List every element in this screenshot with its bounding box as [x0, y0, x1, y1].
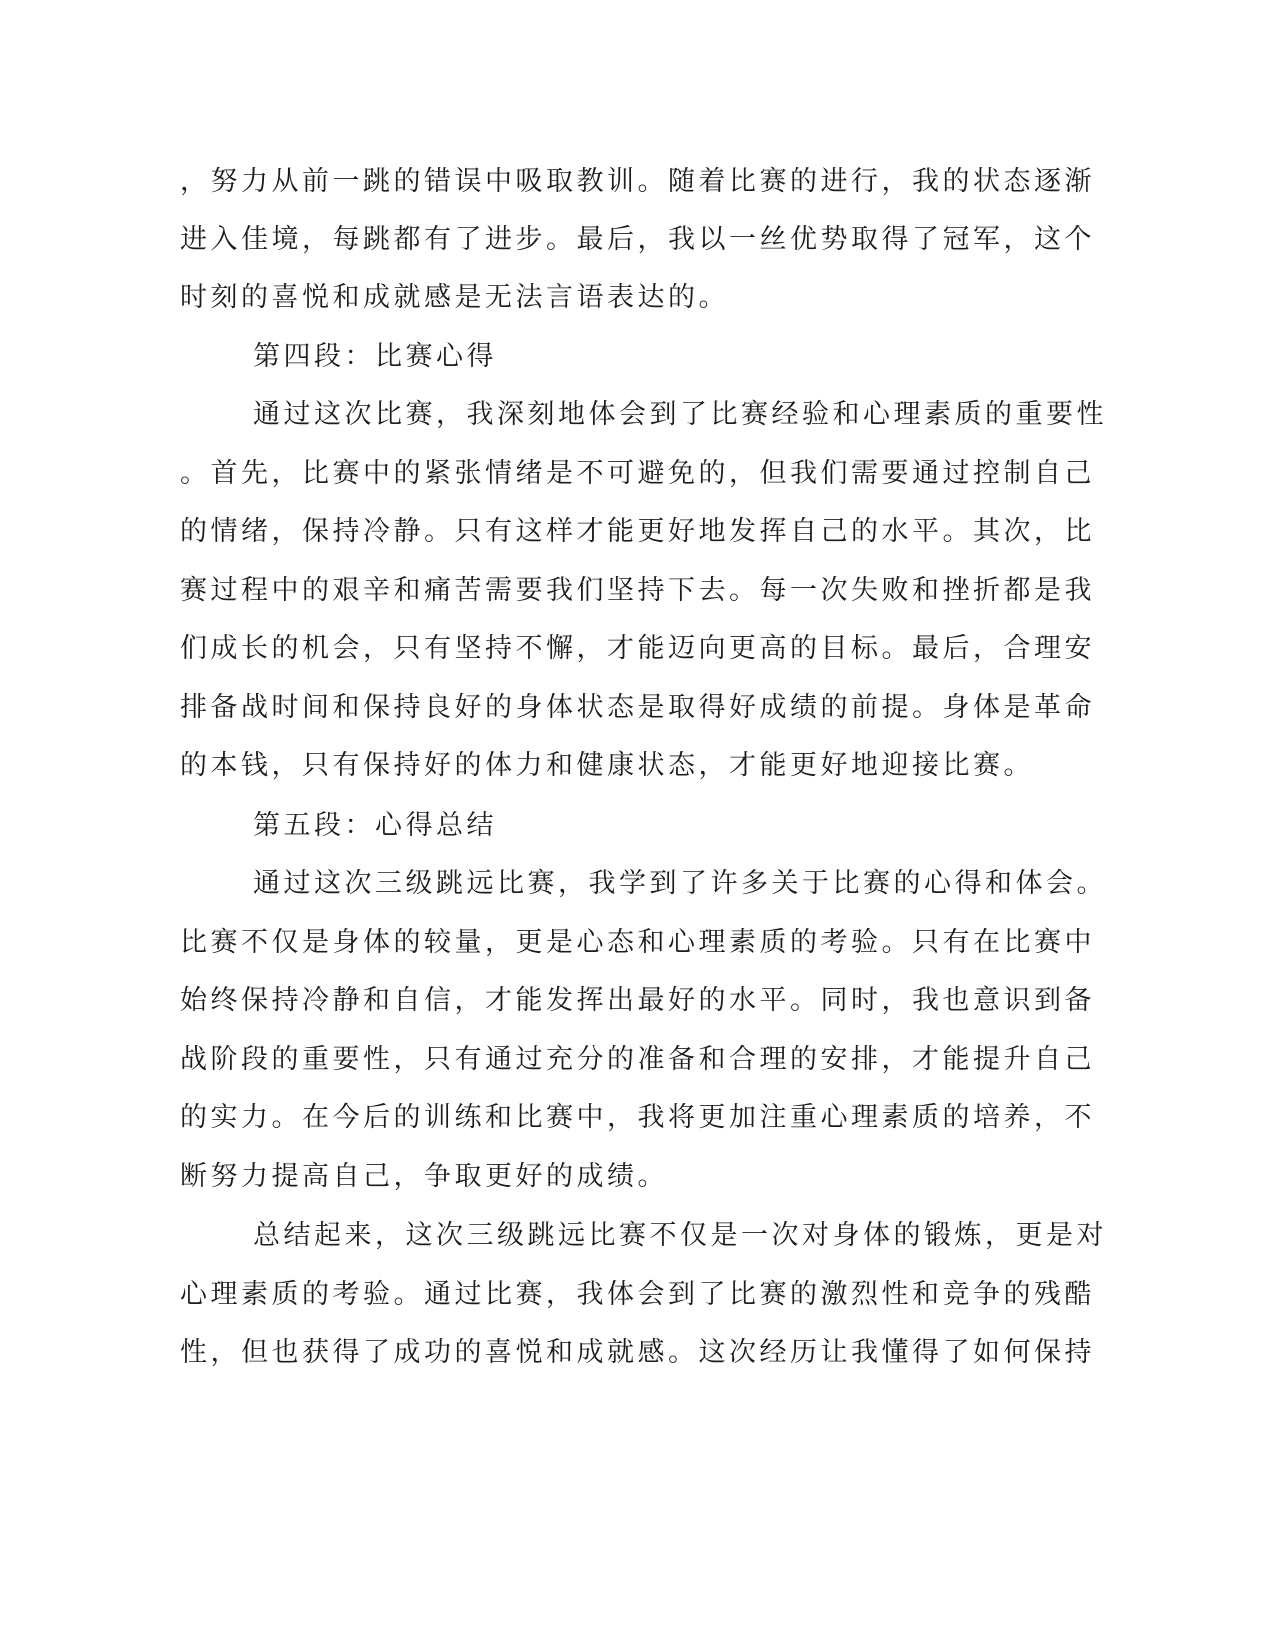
body-text-line: 。首先，比赛中的紧张情绪是不可避免的，但我们需要通过控制自己 — [180, 458, 1095, 489]
body-text-line: 战阶段的重要性，只有通过充分的准备和合理的安排，才能提升自己 — [180, 1044, 1095, 1075]
body-text-line: 断努力提高自己，争取更好的成绩。 — [180, 1161, 668, 1192]
body-text-line: 始终保持冷静和自信，才能发挥出最好的水平。同时，我也意识到备 — [180, 985, 1095, 1016]
body-text-line: 性，但也获得了成功的喜悦和成就感。这次经历让我懂得了如何保持 — [180, 1337, 1095, 1368]
body-text-line: 的本钱，只有保持好的体力和健康状态，才能更好地迎接比赛。 — [180, 750, 1034, 781]
body-text-line: 通过这次三级跳远比赛，我学到了许多关于比赛的心得和体会。 — [253, 868, 1107, 899]
body-text-line: 赛过程中的艰辛和痛苦需要我们坚持下去。每一次失败和挫折都是我 — [180, 575, 1095, 606]
body-text-line: 进入佳境，每跳都有了进步。最后，我以一丝优势取得了冠军，这个 — [180, 224, 1095, 255]
section-heading: 第五段：心得总结 — [253, 810, 497, 841]
body-text-line: 排备战时间和保持良好的身体状态是取得好成绩的前提。身体是革命 — [180, 692, 1095, 723]
body-text-line: 时刻的喜悦和成就感是无法言语表达的。 — [180, 282, 729, 313]
section-heading: 第四段：比赛心得 — [253, 341, 497, 372]
body-text-line: ，努力从前一跳的错误中吸取教训。随着比赛的进行，我的状态逐渐 — [180, 166, 1095, 197]
body-text-line: 总结起来，这次三级跳远比赛不仅是一次对身体的锻炼，更是对 — [253, 1220, 1107, 1251]
body-text-line: 比赛不仅是身体的较量，更是心态和心理素质的考验。只有在比赛中 — [180, 927, 1095, 958]
body-text-line: 通过这次比赛，我深刻地体会到了比赛经验和心理素质的重要性 — [253, 399, 1107, 430]
body-text-line: 的实力。在今后的训练和比赛中，我将更加注重心理素质的培养，不 — [180, 1102, 1095, 1133]
body-text-line: 心理素质的考验。通过比赛，我体会到了比赛的激烈性和竞争的残酷 — [180, 1279, 1095, 1310]
body-text-line: 们成长的机会，只有坚持不懈，才能迈向更高的目标。最后，合理安 — [180, 633, 1095, 664]
body-text-line: 的情绪，保持冷静。只有这样才能更好地发挥自己的水平。其次，比 — [180, 516, 1095, 547]
